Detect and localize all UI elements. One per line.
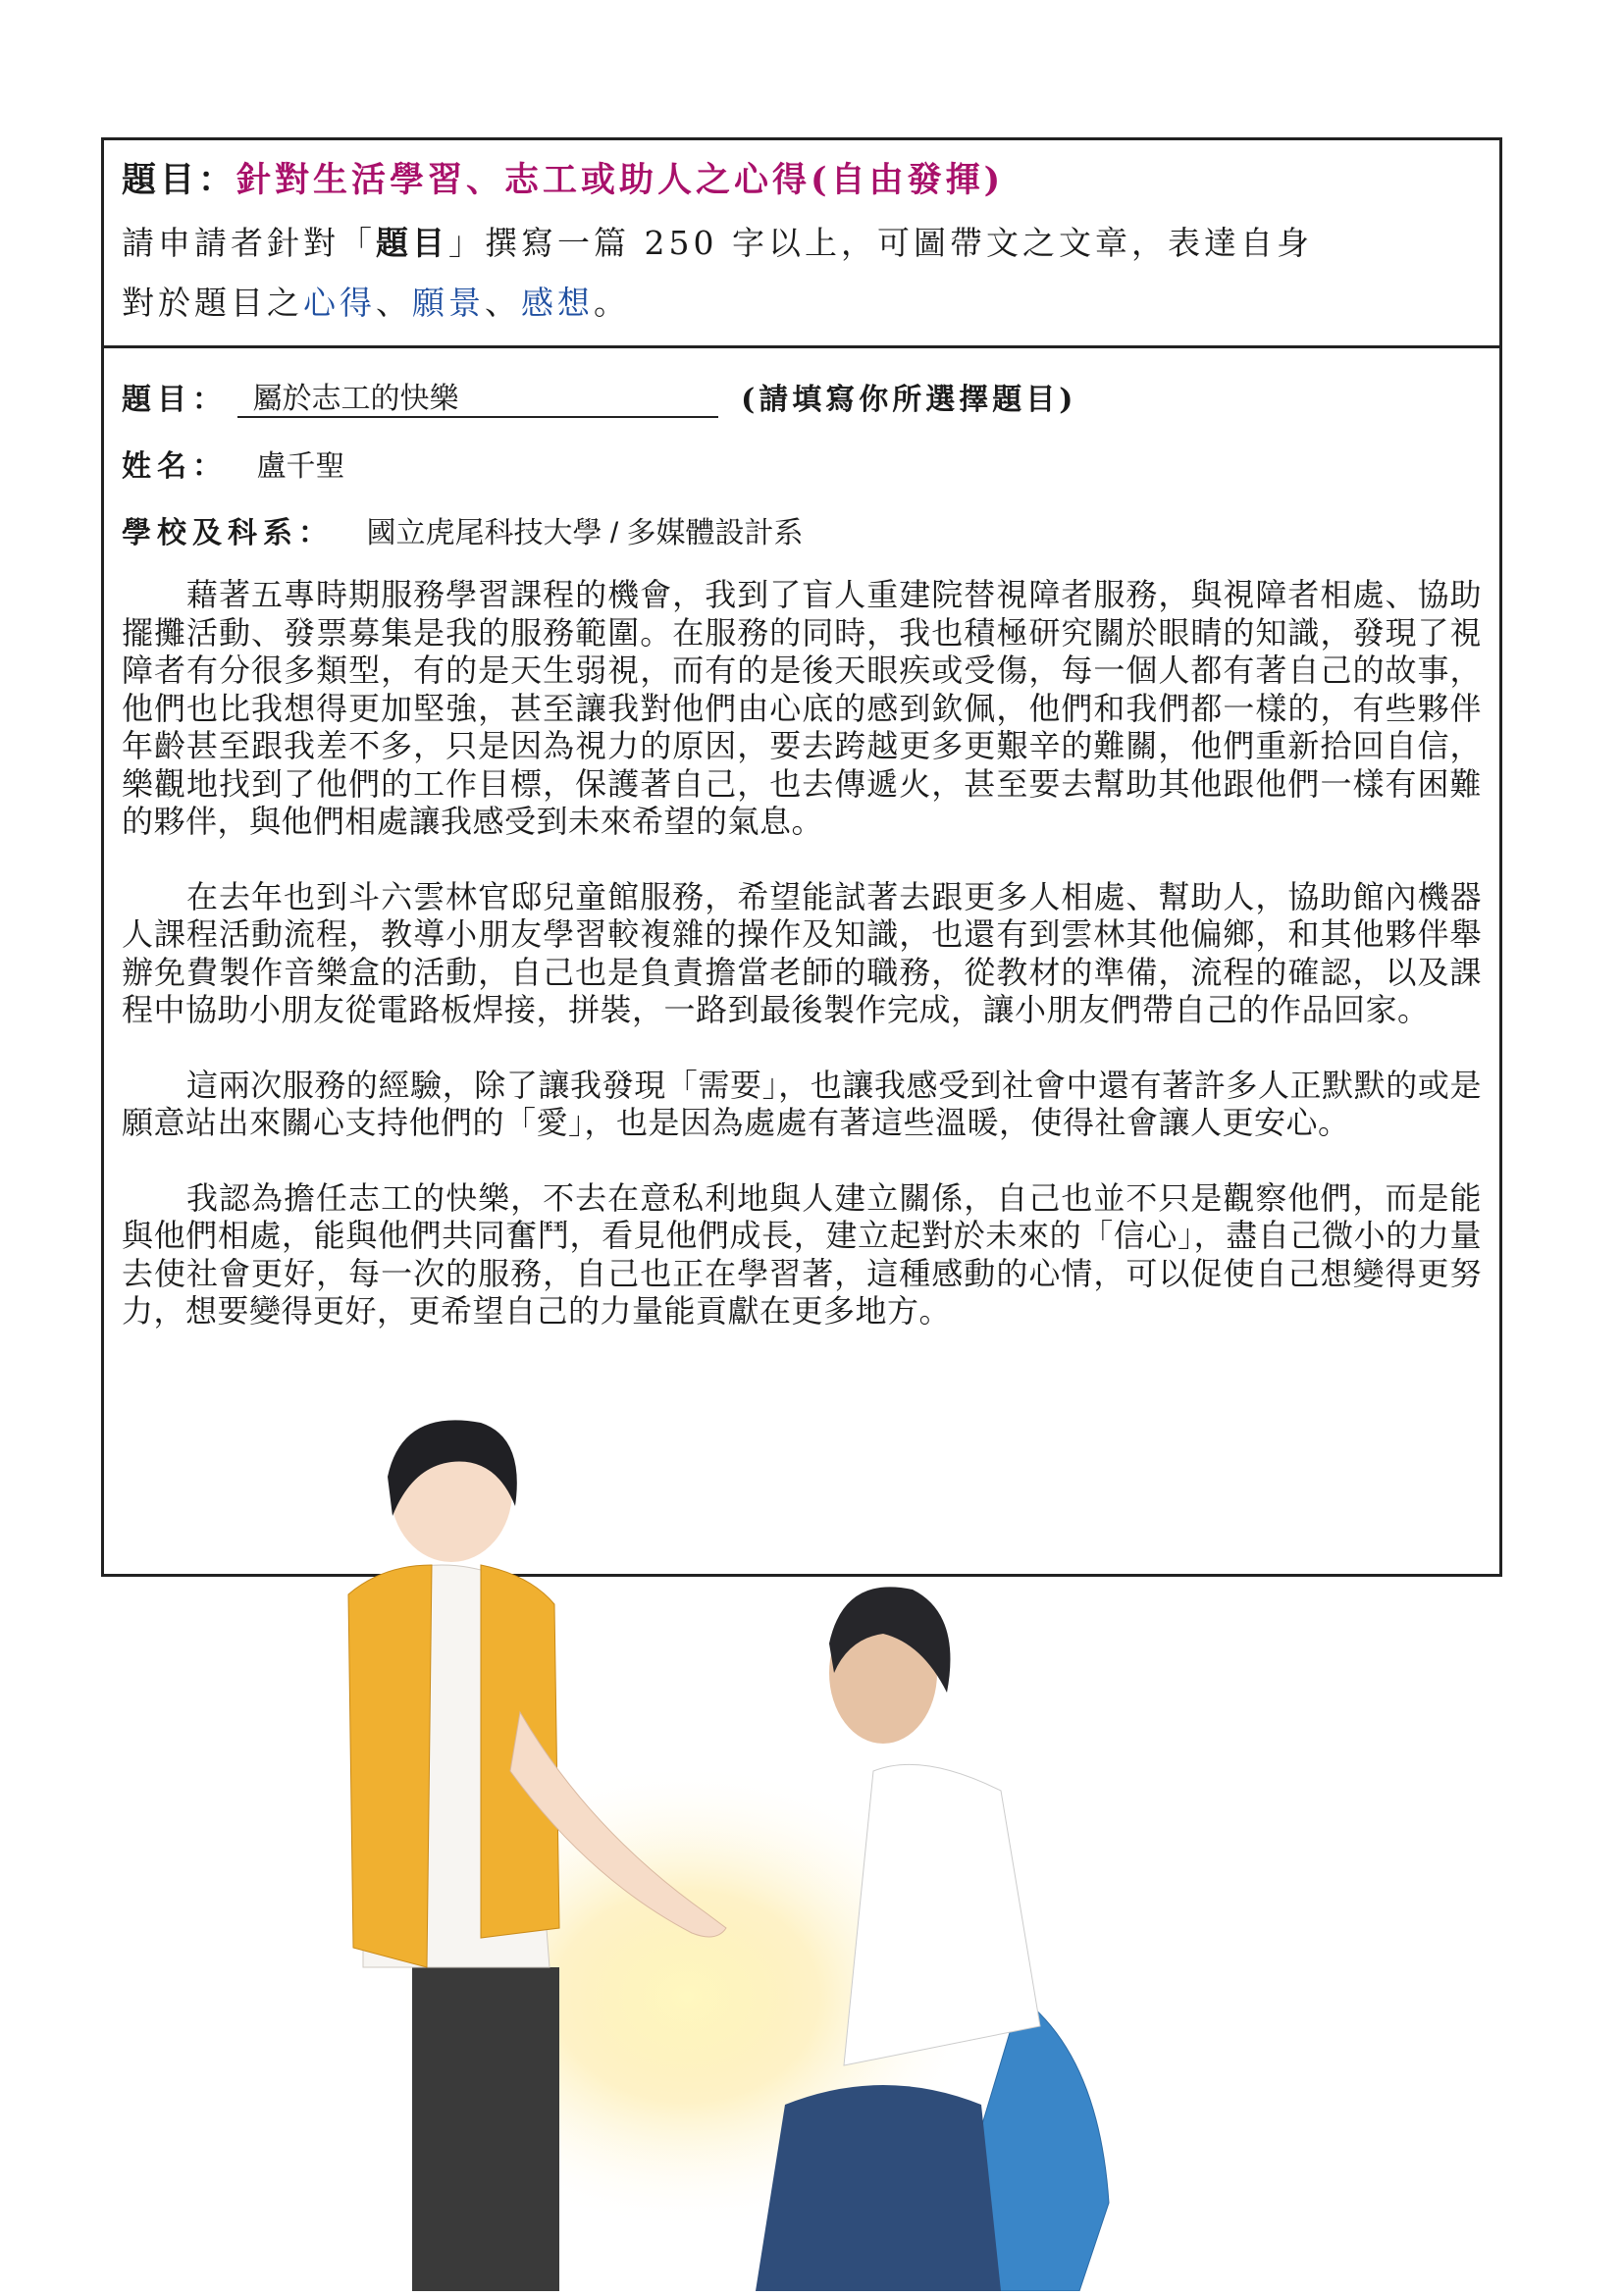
topic-value: 屬於志工的快樂 — [237, 383, 718, 418]
volunteer-pants — [412, 1967, 559, 2291]
keyword-vision: 願景 — [412, 284, 485, 322]
instruction-prefix: 對於題目之 — [122, 284, 303, 322]
essay-paragraph: 藉著五專時期服務學習課程的機會，我到了盲人重建院替視障者服務，與視障者相處、協助擺攤活動、發票募集是我的服務範圍。在服務的同時，我也積極研究關於眼睛的知識，發現了視障者有分很多類型，有的是天生弱視，而有的是後天眼疾或受傷，每一個人都有著自己的故事，他們也比我想得更加堅強，甚至讓我對他們由心底的感到欽佩，他們和我們都一樣的，有些夥伴年齡甚至跟我差不多，只是因為視力的原因，要去跨越更多更艱辛的難關，他們重新拾回自信，樂觀地找到了他們的工作目標，保護著自己，也去傳遞火，甚至要去幫助其他跟他們一樣有困難的夥伴，與他們相處讓我感受到未來希望的氣息。 — [122, 577, 1482, 839]
instruction-text-b: 」撰寫一篇 250 字以上，可圖帶文之文章，表達自身 — [448, 224, 1313, 262]
section-divider — [101, 345, 1502, 348]
school-label: 學校及科系： — [122, 516, 334, 550]
seated-shirt — [844, 1764, 1040, 2065]
prompt-instruction-line2 — [122, 278, 630, 324]
separator: 、 — [376, 284, 412, 322]
prompt-title-label: 題目： — [122, 160, 237, 200]
vest-left — [348, 1565, 432, 1967]
name-field — [122, 442, 345, 485]
prompt-title-row — [122, 153, 1004, 202]
essay-body — [122, 576, 1482, 1368]
separator: 、 — [485, 284, 521, 322]
instruction-bold: 題目 — [376, 224, 448, 262]
topic-hint: (請填寫你所選擇題目) — [741, 383, 1077, 417]
instruction-end: 。 — [594, 284, 630, 322]
essay-paragraph: 在去年也到斗六雲林官邸兒童館服務，希望能試著去跟更多人相處、幫助人，協助館內機器人課程活動流程，教導小朋友學習較複雜的操作及知識，也還有到雲林其他偏鄉，和其他夥伴舉辦免費製作音樂盒的活動，自己也是負責擔當老師的職務，從教材的準備，流程的確認，以及課程中協助小朋友從電路板焊接，拼裝，一路到最後製作完成，讓小朋友們帶自己的作品回家。 — [122, 878, 1482, 1027]
name-label: 姓名： — [122, 449, 228, 484]
keyword-reflection: 感想 — [521, 284, 594, 322]
volunteer-illustration — [294, 1418, 1276, 2291]
keyword-insight: 心得 — [303, 284, 376, 322]
topic-label: 題目： — [122, 383, 228, 417]
prompt-instruction-line1 — [122, 218, 1313, 264]
topic-field — [122, 375, 1076, 418]
name-value: 盧千聖 — [256, 450, 345, 483]
essay-paragraph: 這兩次服務的經驗，除了讓我發現「需要」，也讓我感受到社會中還有著許多人正默默的或是願意站出來關心支持他們的「愛」，也是因為處處有著這些溫暖，使得社會讓人更安心。 — [122, 1067, 1482, 1140]
instruction-text-a: 請申請者針對「 — [122, 224, 376, 262]
prompt-title-text: 針對生活學習、志工或助人之心得(自由發揮) — [236, 160, 1005, 200]
essay-paragraph: 我認為擔任志工的快樂，不去在意私利地與人建立關係，自己也並不只是觀察他們，而是能與他們相處，能與他們共同奮鬥，看見他們成長，建立起對於未來的「信心」，盡自己微小的力量去使社會更好，每一次的服務，自己也正在學習著，這種感動的心情，可以促使自己想變得更努力，想要變得更好，更希望自己的力量能貢獻在更多地方。 — [122, 1179, 1482, 1329]
seated-pants — [756, 2085, 1001, 2291]
school-value: 國立虎尾科技大學 / 多媒體設計系 — [366, 517, 804, 549]
school-field — [122, 508, 804, 551]
